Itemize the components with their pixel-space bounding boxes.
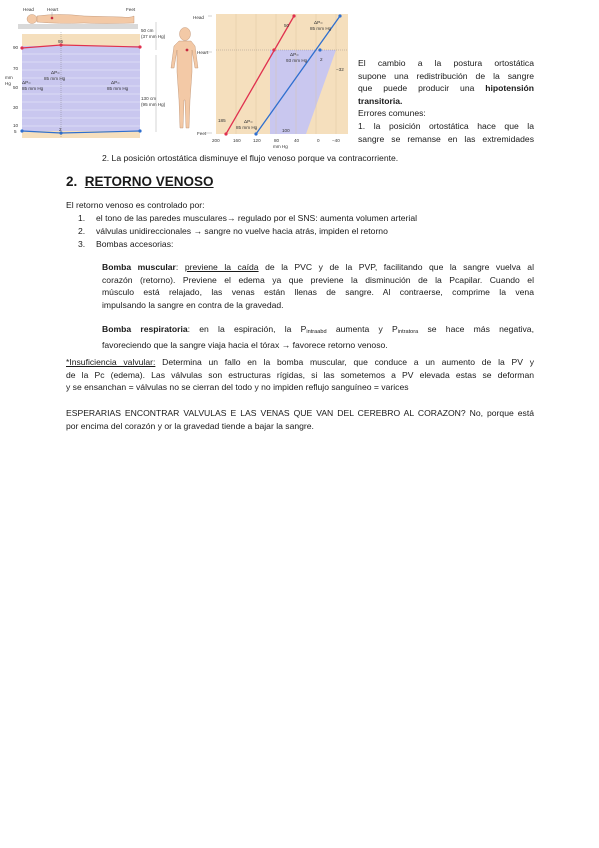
ytick: 70 [13, 66, 19, 71]
svg-text:85 mm Hg: 85 mm Hg [107, 86, 129, 91]
supine-body-illustration [18, 15, 138, 30]
section-number: 2. [66, 174, 78, 189]
error-2: 2. La posición ortostática disminuye el flujo venoso porque va contracorriente. [102, 153, 399, 163]
label-heart: Heart [197, 50, 209, 55]
dp-label-1: ΔP= [314, 20, 323, 25]
value-185: 185 [218, 118, 226, 123]
svg-text:Hg: Hg [5, 81, 11, 86]
svg-text:93 mm Hg: 93 mm Hg [286, 58, 308, 63]
side-paragraph: El cambio a la postura ortostática supone una redistribución de la sangre que puede producir una hipotensión transitoria. Errores comunes: 1. la posición ortostática hace que la sangre se remanse en las extremidades [358, 58, 534, 144]
svg-text:85 mm Hg: 85 mm Hg [310, 26, 332, 31]
ytick: 50 [13, 85, 19, 90]
xtick: 0 [317, 138, 320, 143]
label-head: Head [193, 15, 204, 20]
question-paragraph: ESPERARIAS ENCONTRAR VALVULAS E LAS VENAS QUE VAN DEL CEREBRO AL CORAZON? No, porque está por encima del corazón y or la gravedad tiende a bajar la sangre. [66, 408, 534, 431]
error-1: 1. la posición ortostática hace que la [358, 120, 534, 131]
svg-text:85 mm Hg: 85 mm Hg [236, 125, 258, 130]
svg-text:(37 mm Hg): (37 mm Hg) [141, 34, 166, 39]
dp-far-left: ΔP= [22, 80, 31, 85]
figure-supine-pressure [4, 4, 148, 140]
intro-text: El retorno venoso es controlado por: [66, 200, 205, 210]
label-head: Head [23, 7, 34, 12]
value-bottom: 2 [59, 127, 62, 132]
ytick: 90 [13, 45, 19, 50]
bomba-muscular-paragraph: Bomba muscular: previene la caída de la PVC y de la PVP, facilitando que la sangre vuelva al corazón (retorno). Previene el edema ya que previene la disminución de la Pcapilar. Cuando el músculo está relajado, las venas están llenas de sangre. Al contraerse, comprime la vena impulsando la sangre en contra de la gravedad. [102, 262, 534, 310]
list-item: 2. válvulas unidireccionales → sangre no vuelve hacia atrás, impiden el retorno [78, 226, 388, 236]
xtick: 40 [294, 138, 300, 143]
value-top: 95 [58, 39, 64, 44]
value-100: 100 [282, 128, 290, 133]
dp-left: ΔP= [51, 70, 60, 75]
figure-standing-pressure [141, 10, 350, 150]
xtick: 80 [274, 138, 280, 143]
yaxis-unit: mm [5, 75, 13, 80]
list-item: 3. Bombas accesorias: [78, 239, 174, 249]
list-item: 1. el tono de las paredes musculares→ regulado por el SNS: aumenta volumen arterial [78, 213, 418, 223]
bomba-respiratoria-paragraph: Bomba respiratoria: en la espiración, la Pintraabd aumenta y Pintratora se hace más negativa, favoreciendo que la sangre viaja hacia el tórax → favorece retorno venoso. [102, 324, 534, 350]
ytick: 10 [13, 123, 19, 128]
errores-heading: Errores comunes: [358, 108, 426, 119]
value-minus32: −32 [336, 67, 344, 72]
ytick: 30 [13, 105, 19, 110]
label-feet: Feet [126, 7, 136, 12]
bold-term: hipotensión [485, 83, 534, 94]
distance-bottom: 130 cm [141, 96, 157, 101]
svg-text:(95 mm Hg): (95 mm Hg) [141, 102, 166, 107]
dp-label-2: ΔP= [290, 52, 299, 57]
xtick: −40 [332, 138, 340, 143]
label-heart: Heart [47, 7, 59, 12]
insuficiencia-paragraph: *Insuficiencia valvular: Determina un fallo en la bomba muscular, que conduce a un aumento de la PV y de la Pc (edema). Las válvulas son estructuras rígidas, si las sometemos a PV elevada estas se deforman y se ensanchan = válvulas no se cierran del todo y no impiden reflujo sanguíneo = varices [66, 357, 534, 393]
dp-label-3: ΔP= [244, 119, 253, 124]
xtick: 120 [253, 138, 261, 143]
value-2: 2 [320, 57, 323, 62]
ytick: 5 [14, 129, 17, 134]
xtick: 200 [212, 138, 220, 143]
svg-text:85 mm Hg: 85 mm Hg [22, 86, 44, 91]
distance-top: 50 cm [141, 28, 154, 33]
value-50: 50 [284, 23, 290, 28]
section-heading [66, 174, 214, 189]
standing-body-illustration [171, 28, 198, 129]
section-title: RETORNO VENOSO [84, 174, 214, 189]
svg-text:85 mm Hg: 85 mm Hg [44, 76, 66, 81]
xaxis-label: mm Hg [273, 144, 288, 149]
label-feet: Feet [197, 131, 207, 136]
dp-right: ΔP= [111, 80, 120, 85]
xtick: 160 [233, 138, 241, 143]
